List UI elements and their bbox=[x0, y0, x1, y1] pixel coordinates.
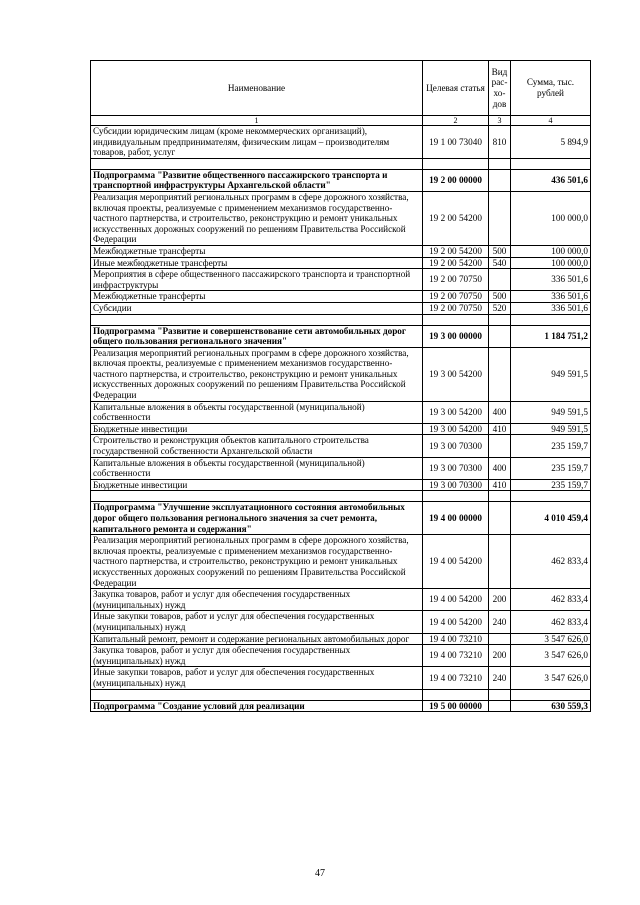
expense-type-cell: 410 bbox=[489, 423, 511, 435]
subprogram-row bbox=[91, 502, 591, 535]
sum-cell: 3 547 626,0 bbox=[511, 633, 591, 645]
target-article-cell: 19 4 00 00000 bbox=[423, 502, 489, 535]
expense-type-cell: 400 bbox=[489, 401, 511, 423]
expense-type-cell bbox=[489, 633, 511, 645]
table-row bbox=[91, 633, 591, 645]
sum-cell: 462 833,4 bbox=[511, 535, 591, 589]
table-row bbox=[91, 126, 591, 159]
sum-cell: 3 547 626,0 bbox=[511, 667, 591, 689]
table-row bbox=[91, 302, 591, 314]
name-cell: Реализация мероприятий региональных программ в сфере дорожного хозяйства, включая проекты, реализуемые с применением механизмов государственно-частного партнерства, и строительство, реконструкцию и ремонт уникальных искусственных дорожных сооружений по решениям Правительства Российской Федерации bbox=[91, 347, 423, 401]
target-article-cell: 19 4 00 54200 bbox=[423, 589, 489, 611]
sum-cell: 462 833,4 bbox=[511, 611, 591, 633]
spacer-cell bbox=[423, 491, 489, 502]
expense-type-cell: 500 bbox=[489, 245, 511, 257]
table-row bbox=[91, 347, 591, 401]
header-name: Наименование bbox=[91, 61, 423, 116]
sum-cell: 4 010 459,4 bbox=[511, 502, 591, 535]
expense-type-cell: 240 bbox=[489, 611, 511, 633]
column-number: 4 bbox=[511, 116, 591, 126]
table-row bbox=[91, 457, 591, 479]
spacer-cell bbox=[511, 491, 591, 502]
expense-type-cell bbox=[489, 502, 511, 535]
sum-cell: 336 501,6 bbox=[511, 302, 591, 314]
table-row bbox=[91, 589, 591, 611]
table-header-row bbox=[91, 61, 591, 116]
spacer-row bbox=[91, 158, 591, 169]
target-article-cell: 19 2 00 70750 bbox=[423, 269, 489, 291]
column-number: 1 bbox=[91, 116, 423, 126]
name-cell: Субсидии юридическим лицам (кроме некоммерческих организаций), индивидуальным предпринимателям, физическим лицам – производителям товаров, работ, услуг bbox=[91, 126, 423, 159]
table-row bbox=[91, 401, 591, 423]
target-article-cell: 19 3 00 00000 bbox=[423, 325, 489, 347]
name-cell: Реализация мероприятий региональных программ в сфере дорожного хозяйства, включая проекты, реализуемые с применением механизмов государственно-частного партнерства, и строительство, реконструкцию и ремонт уникальных искусственных дорожных сооружений по решениям Правительства Российской Федерации bbox=[91, 191, 423, 245]
expense-type-cell bbox=[489, 269, 511, 291]
spacer-cell bbox=[423, 158, 489, 169]
spacer-cell bbox=[511, 689, 591, 700]
target-article-cell: 19 2 00 70750 bbox=[423, 302, 489, 314]
expense-type-cell: 410 bbox=[489, 479, 511, 491]
table-row bbox=[91, 269, 591, 291]
target-article-cell: 19 3 00 54200 bbox=[423, 423, 489, 435]
target-article-cell: 19 2 00 70750 bbox=[423, 291, 489, 303]
name-cell: Межбюджетные трансферты bbox=[91, 245, 423, 257]
name-cell: Иные межбюджетные трансферты bbox=[91, 257, 423, 269]
column-number-row bbox=[91, 116, 591, 126]
sum-cell: 462 833,4 bbox=[511, 589, 591, 611]
spacer-cell bbox=[489, 314, 511, 325]
expense-type-cell bbox=[489, 435, 511, 457]
name-cell: Иные закупки товаров, работ и услуг для обеспечения государственных (муниципальных) нужд bbox=[91, 667, 423, 689]
spacer-row bbox=[91, 314, 591, 325]
table-row bbox=[91, 257, 591, 269]
expense-type-cell: 520 bbox=[489, 302, 511, 314]
expense-type-cell: 400 bbox=[489, 457, 511, 479]
sum-cell: 336 501,6 bbox=[511, 291, 591, 303]
expense-type-cell bbox=[489, 535, 511, 589]
name-cell: Подпрограмма "Улучшение эксплуатационного состояния автомобильных дорог общего пользования регионального значения за счет ремонта, капитального ремонта и содержания" bbox=[91, 502, 423, 535]
table-row bbox=[91, 191, 591, 245]
table-row bbox=[91, 245, 591, 257]
target-article-cell: 19 3 00 54200 bbox=[423, 347, 489, 401]
target-article-cell: 19 1 00 73040 bbox=[423, 126, 489, 159]
subprogram-row bbox=[91, 325, 591, 347]
expense-type-cell bbox=[489, 169, 511, 191]
table-row bbox=[91, 479, 591, 491]
sum-cell: 100 000,0 bbox=[511, 245, 591, 257]
name-cell: Строительство и реконструкция объектов капитального строительства государственной собственности Архангельской области bbox=[91, 435, 423, 457]
sum-cell: 949 591,5 bbox=[511, 401, 591, 423]
target-article-cell: 19 2 00 00000 bbox=[423, 169, 489, 191]
name-cell: Субсидии bbox=[91, 302, 423, 314]
name-cell: Закупка товаров, работ и услуг для обеспечения государственных (муниципальных) нужд bbox=[91, 645, 423, 667]
sum-cell: 336 501,6 bbox=[511, 269, 591, 291]
target-article-cell: 19 3 00 70300 bbox=[423, 479, 489, 491]
expense-type-cell: 540 bbox=[489, 257, 511, 269]
name-cell: Бюджетные инвестиции bbox=[91, 479, 423, 491]
name-cell: Реализация мероприятий региональных программ в сфере дорожного хозяйства, включая проекты, реализуемые с применением механизмов государственно-частного партнерства, и строительство, реконструкцию и ремонт уникальных искусственных дорожных сооружений по решениям Правительства Российской Федерации bbox=[91, 535, 423, 589]
spacer-cell bbox=[511, 314, 591, 325]
page-number: 47 bbox=[315, 868, 325, 879]
name-cell: Межбюджетные трансферты bbox=[91, 291, 423, 303]
target-article-cell: 19 3 00 54200 bbox=[423, 401, 489, 423]
spacer-cell bbox=[511, 158, 591, 169]
table-row bbox=[91, 435, 591, 457]
spacer-row bbox=[91, 689, 591, 700]
table-row bbox=[91, 291, 591, 303]
target-article-cell: 19 2 00 54200 bbox=[423, 257, 489, 269]
column-number: 2 bbox=[423, 116, 489, 126]
name-cell: Подпрограмма "Создание условий для реализации bbox=[91, 700, 423, 712]
target-article-cell: 19 2 00 54200 bbox=[423, 191, 489, 245]
target-article-cell: 19 4 00 73210 bbox=[423, 667, 489, 689]
spacer-row bbox=[91, 491, 591, 502]
header-target-article: Целевая статья bbox=[423, 61, 489, 116]
sum-cell: 949 591,5 bbox=[511, 423, 591, 435]
name-cell: Подпрограмма "Развитие и совершенствование сети автомобильных дорог общего пользования регионального значения" bbox=[91, 325, 423, 347]
table-body bbox=[91, 126, 591, 712]
header-expense-type: Вид рас-хо-дов bbox=[489, 61, 511, 116]
sum-cell: 235 159,7 bbox=[511, 479, 591, 491]
name-cell: Капитальные вложения в объекты государственной (муниципальной) собственности bbox=[91, 401, 423, 423]
expense-type-cell: 240 bbox=[489, 667, 511, 689]
spacer-cell bbox=[91, 314, 423, 325]
target-article-cell: 19 3 00 70300 bbox=[423, 435, 489, 457]
name-cell: Мероприятия в сфере общественного пассажирского транспорта и транспортной инфраструктуры bbox=[91, 269, 423, 291]
target-article-cell: 19 4 00 54200 bbox=[423, 535, 489, 589]
expense-type-cell bbox=[489, 347, 511, 401]
sum-cell: 235 159,7 bbox=[511, 435, 591, 457]
table-row bbox=[91, 423, 591, 435]
sum-cell: 235 159,7 bbox=[511, 457, 591, 479]
spacer-cell bbox=[489, 689, 511, 700]
subprogram-row bbox=[91, 700, 591, 712]
sum-cell: 100 000,0 bbox=[511, 191, 591, 245]
spacer-cell bbox=[91, 689, 423, 700]
target-article-cell: 19 5 00 00000 bbox=[423, 700, 489, 712]
column-number: 3 bbox=[489, 116, 511, 126]
target-article-cell: 19 2 00 54200 bbox=[423, 245, 489, 257]
sum-cell: 5 894,9 bbox=[511, 126, 591, 159]
expense-type-cell: 200 bbox=[489, 645, 511, 667]
spacer-cell bbox=[423, 314, 489, 325]
header-sum: Сумма, тыс. рублей bbox=[511, 61, 591, 116]
sum-cell: 3 547 626,0 bbox=[511, 645, 591, 667]
spacer-cell bbox=[91, 158, 423, 169]
name-cell: Капитальный ремонт, ремонт и содержание региональных автомобильных дорог bbox=[91, 633, 423, 645]
sum-cell: 1 184 751,2 bbox=[511, 325, 591, 347]
name-cell: Подпрограмма "Развитие общественного пассажирского транспорта и транспортной инфраструктуры Архангельской области" bbox=[91, 169, 423, 191]
spacer-cell bbox=[423, 689, 489, 700]
expense-type-cell: 500 bbox=[489, 291, 511, 303]
expense-type-cell: 810 bbox=[489, 126, 511, 159]
spacer-cell bbox=[489, 491, 511, 502]
expense-type-cell bbox=[489, 325, 511, 347]
spacer-cell bbox=[91, 491, 423, 502]
name-cell: Капитальные вложения в объекты государственной (муниципальной) собственности bbox=[91, 457, 423, 479]
sum-cell: 100 000,0 bbox=[511, 257, 591, 269]
expense-type-cell bbox=[489, 700, 511, 712]
target-article-cell: 19 4 00 73210 bbox=[423, 645, 489, 667]
target-article-cell: 19 4 00 73210 bbox=[423, 633, 489, 645]
table-row bbox=[91, 611, 591, 633]
target-article-cell: 19 4 00 54200 bbox=[423, 611, 489, 633]
table-row bbox=[91, 645, 591, 667]
sum-cell: 630 559,3 bbox=[511, 700, 591, 712]
expense-type-cell: 200 bbox=[489, 589, 511, 611]
subprogram-row bbox=[91, 169, 591, 191]
table-row bbox=[91, 667, 591, 689]
target-article-cell: 19 3 00 70300 bbox=[423, 457, 489, 479]
name-cell: Иные закупки товаров, работ и услуг для обеспечения государственных (муниципальных) нужд bbox=[91, 611, 423, 633]
table-row bbox=[91, 535, 591, 589]
name-cell: Бюджетные инвестиции bbox=[91, 423, 423, 435]
name-cell: Закупка товаров, работ и услуг для обеспечения государственных (муниципальных) нужд bbox=[91, 589, 423, 611]
sum-cell: 949 591,5 bbox=[511, 347, 591, 401]
sum-cell: 436 501,6 bbox=[511, 169, 591, 191]
budget-table bbox=[90, 60, 591, 712]
expense-type-cell bbox=[489, 191, 511, 245]
spacer-cell bbox=[489, 158, 511, 169]
